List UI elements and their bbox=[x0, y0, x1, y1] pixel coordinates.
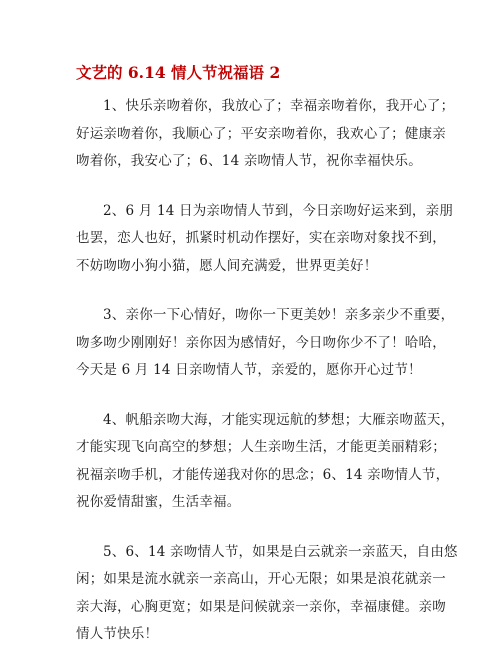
paragraph-3 bbox=[76, 302, 455, 385]
paragraph-line: 闲；如果是流水就亲一亲高山，开心无限；如果是浪花就亲一 bbox=[76, 571, 446, 587]
paragraph-1 bbox=[76, 93, 455, 176]
paragraph-line: 今天是 6 月 14 日亲吻情人节，亲爱的，愿你开心过节！ bbox=[76, 362, 422, 378]
paragraph-line: 情人节快乐！ bbox=[76, 626, 159, 642]
paragraph-line: 祝你爱情甜蜜，生活幸福。 bbox=[76, 494, 241, 510]
document-title: 文艺的 6.14 情人节祝福语 2 bbox=[76, 63, 281, 82]
paragraph-line: 亲大海，心胸更宽；如果是问候就亲一亲你，幸福康健。亲吻 bbox=[76, 598, 446, 615]
paragraph-line: 也罢，恋人也好，抓紧时机动作摆好，实在亲吻对象找不到， bbox=[76, 230, 446, 246]
document-body bbox=[76, 93, 458, 671]
paragraph-line: 好运亲吻着你，我顺心了；平安亲吻着你，我欢心了；健康亲 bbox=[76, 125, 446, 142]
paragraph-line: 2、6 月 14 日为亲吻情人节到，今日亲吻好运来到，亲朋 bbox=[103, 202, 454, 219]
paragraph-5 bbox=[76, 539, 458, 649]
paragraph-line: 吻着你，我安心了；6、14 亲吻情人节，祝你幸福快乐。 bbox=[76, 153, 422, 169]
paragraph-line: 才能实现飞向高空的梦想；人生亲吻生活，才能更美丽精彩； bbox=[76, 439, 446, 455]
paragraph-line: 3、亲你一下心情好，吻你一下更美妙！亲多亲少不重要， bbox=[103, 307, 455, 323]
paragraph-line: 吻多吻少刚刚好！亲你因为感情好，今日吻你少不了！哈哈， bbox=[76, 334, 446, 351]
paragraph-2 bbox=[76, 198, 454, 281]
paragraph-line: 祝福亲吻手机，才能传递我对你的思念；6、14 亲吻情人节， bbox=[76, 466, 450, 483]
paragraph-line: 不妨吻吻小狗小猫，愿人间充满爱，世界更美好！ bbox=[76, 257, 378, 274]
paragraph-line: 5、6、14 亲吻情人节，如果是白云就亲一亲蓝天，自由悠 bbox=[103, 543, 458, 560]
paragraph-4 bbox=[76, 407, 455, 517]
paragraph-line: 1、快乐亲吻着你，我放心了；幸福亲吻着你，我开心了； bbox=[103, 98, 455, 114]
paragraph-line: 4、帆船亲吻大海，才能实现远航的梦想；大雁亲吻蓝天， bbox=[103, 411, 455, 428]
